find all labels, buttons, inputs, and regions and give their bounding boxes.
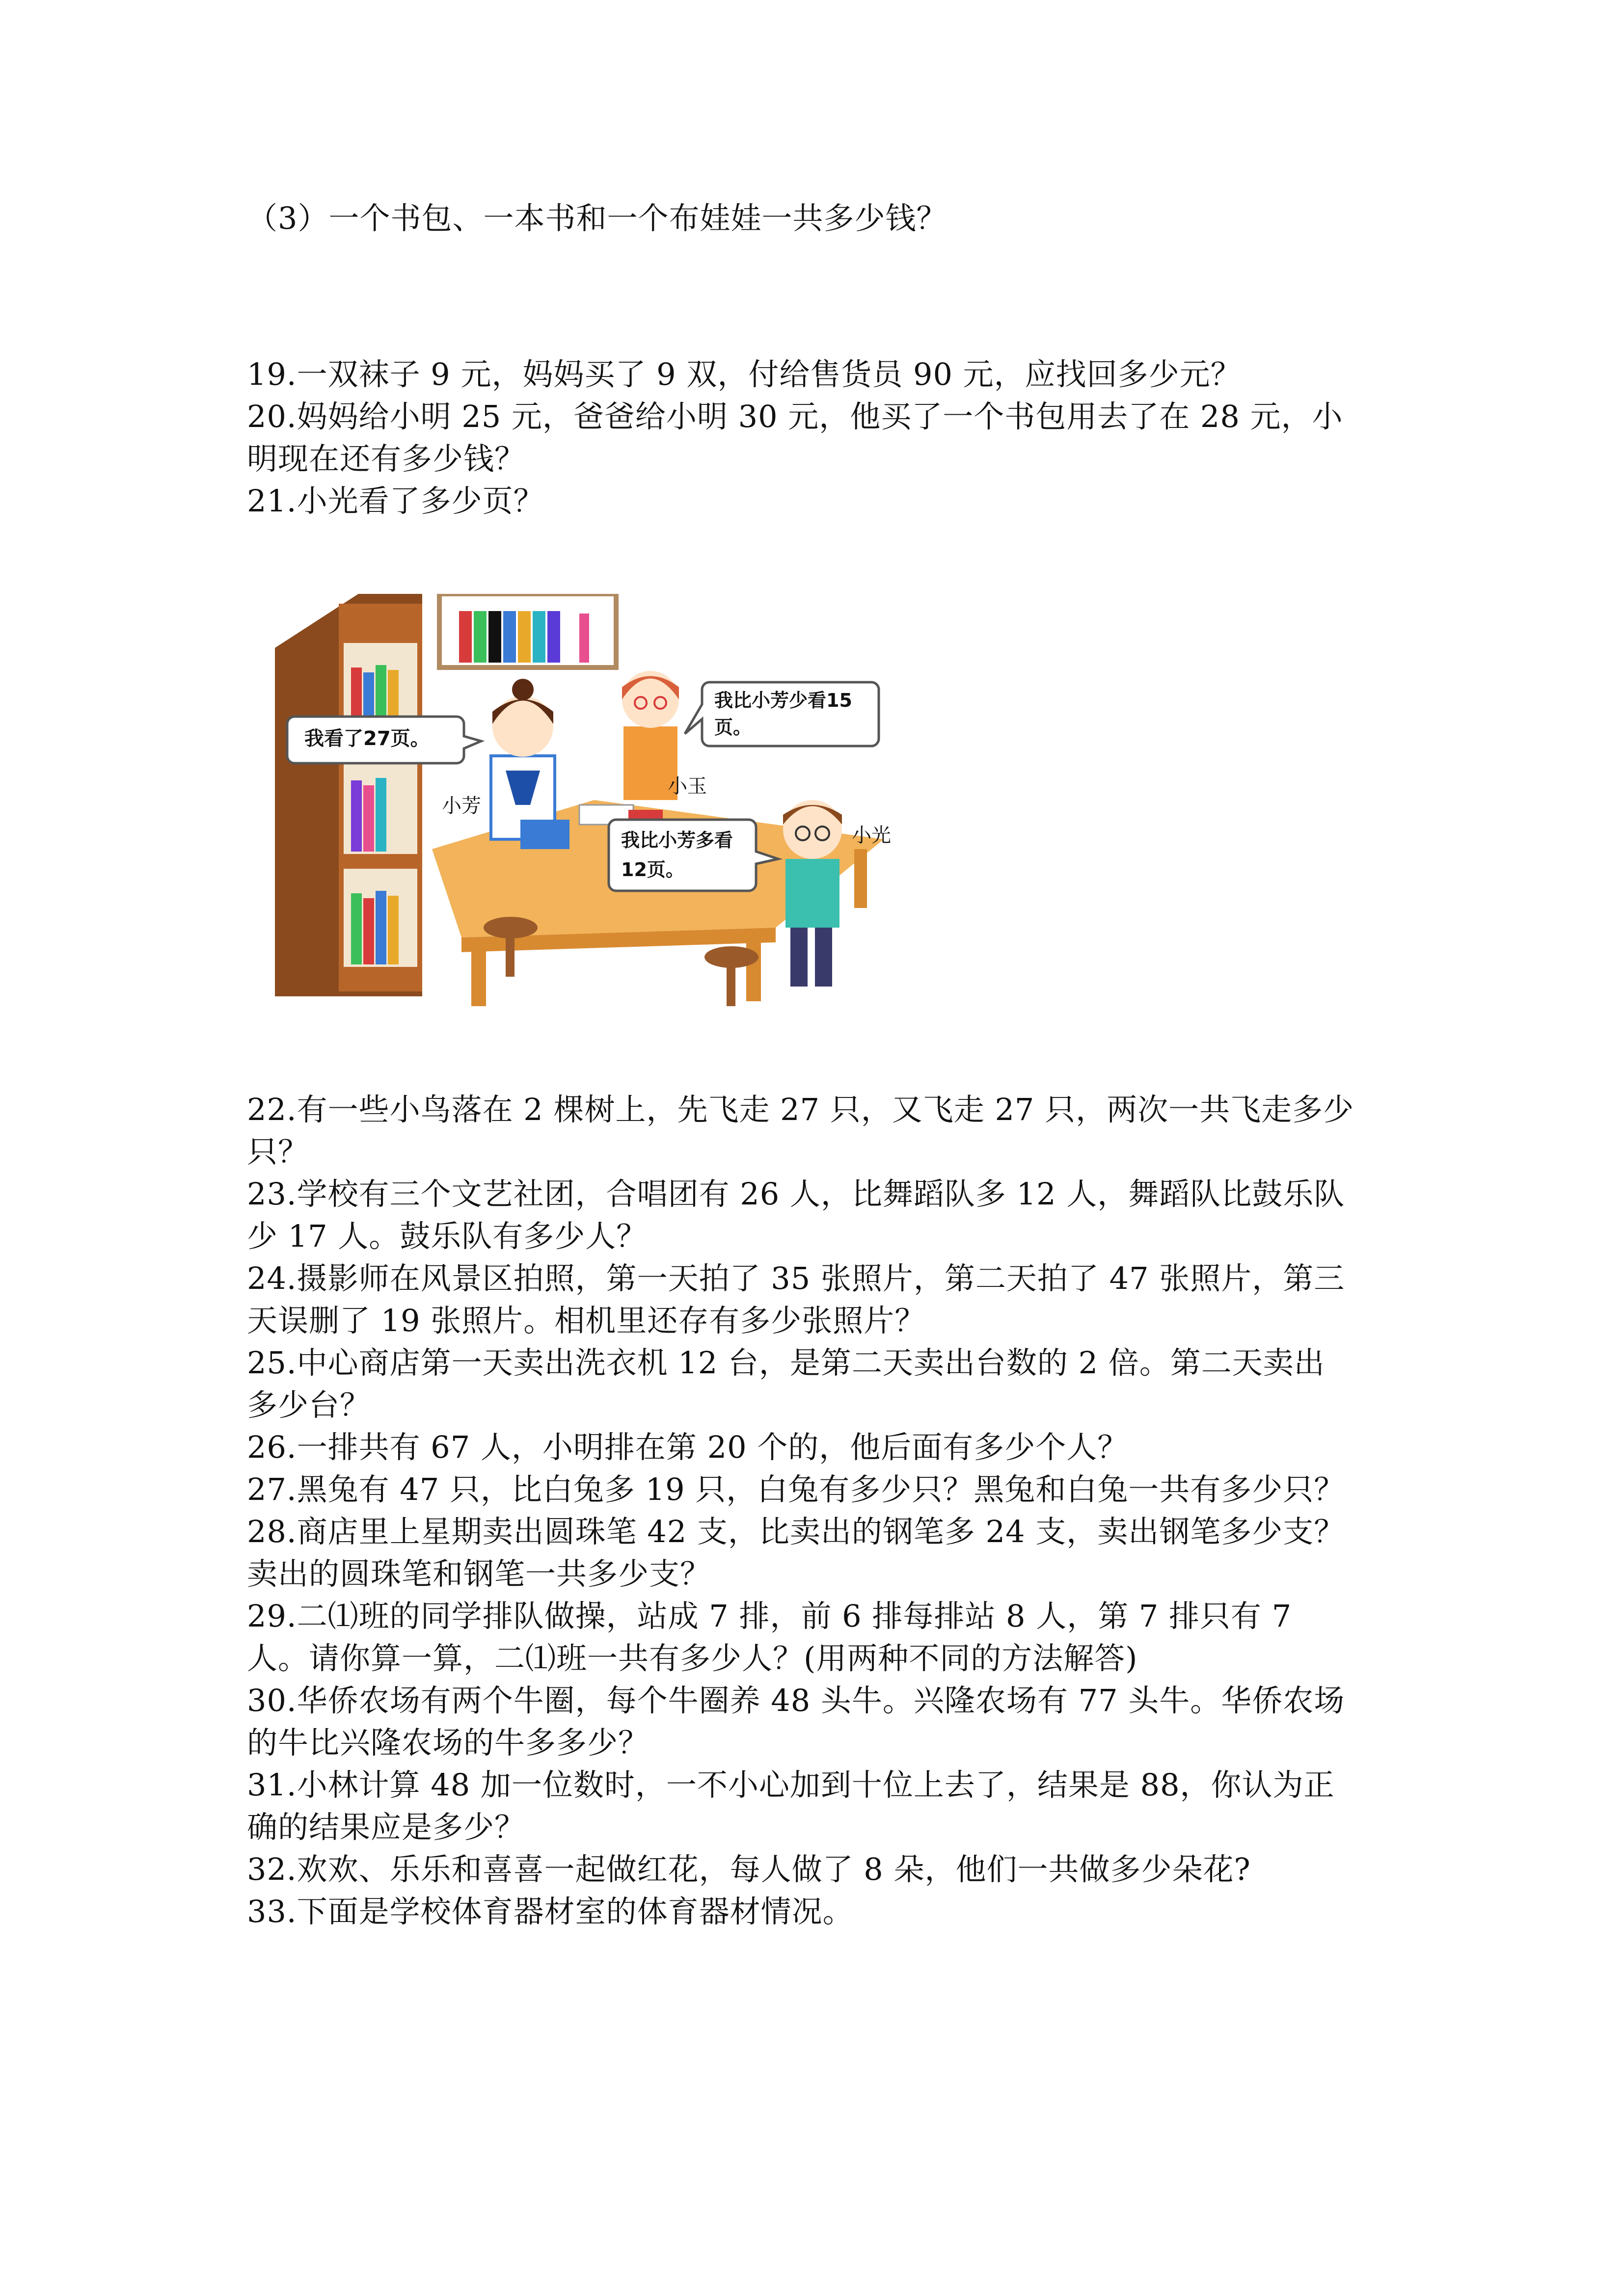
question-29-line-2: 人。请你算一算，二⑴班一共有多少人？(用两种不同的方法解答) — [247, 1640, 1138, 1676]
question-23-line-1: 23.学校有三个文艺社团，合唱团有 26 人，比舞蹈队多 12 人，舞蹈队比鼓乐队 — [247, 1176, 1345, 1212]
girl-xiaofang — [491, 679, 569, 849]
question-29-line-1: 29.二⑴班的同学排队做操，站成 7 排，前 6 排每排站 8 人，第 7 排只有 7 — [247, 1598, 1292, 1634]
question-24-line-1: 24.摄影师在风景区拍照，第一天拍了 35 张照片，第二天拍了 47 张照片，第三 — [247, 1260, 1345, 1296]
label-xiaoguang: 小光 — [852, 824, 891, 847]
question-24-line-2: 天误删了 19 张照片。相机里还存有多少张照片？ — [247, 1303, 926, 1338]
question-23-line-2: 少 17 人。鼓乐队有多少人？ — [247, 1218, 648, 1254]
boy-xiaoguang — [783, 800, 842, 987]
bubble-xiaoguang-text-1: 我比小芳多看 — [621, 829, 733, 851]
question-22-line-2: 只？ — [247, 1134, 309, 1170]
question-31-line-1: 31.小林计算 48 加一位数时，一不小心加到十位上去了，结果是 88，你认为正 — [247, 1767, 1335, 1803]
question-28-line-2: 卖出的圆珠笔和钢笔一共多少支？ — [247, 1556, 711, 1592]
question-31-line-2: 确的结果应是多少？ — [247, 1809, 526, 1845]
question-19: 19.一双袜子 9 元，妈妈买了 9 双，付给售货员 90 元，应找回多少元？ — [247, 356, 1242, 392]
question-22-line-1: 22.有一些小鸟落在 2 棵树上，先飞走 27 只，又飞走 27 只，两次一共飞走多少 — [247, 1092, 1354, 1127]
question-30-line-2: 的牛比兴隆农场的牛多多少？ — [247, 1725, 650, 1761]
question-28-line-1: 28.商店里上星期卖出圆珠笔 42 支，比卖出的钢笔多 24 支，卖出钢笔多少支？ — [247, 1514, 1345, 1549]
bubble-xiaofang — [287, 717, 481, 763]
question-26: 26.一排共有 67 人，小明排在第 20 个的，他后面有多少个人？ — [247, 1429, 1129, 1465]
question-21: 21.小光看了多少页？ — [247, 483, 544, 519]
question-25-line-2: 多少台？ — [247, 1387, 371, 1423]
bubble-xiaoyu — [685, 682, 879, 746]
bookshelf — [275, 594, 422, 996]
question-25-line-1: 25.中心商店第一天卖出洗衣机 12 台，是第二天卖出台数的 2 倍。第二天卖出 — [247, 1345, 1325, 1381]
bubble-xiaoguang — [609, 820, 778, 891]
question-20-line-1: 20.妈妈给小明 25 元，爸爸给小明 30 元，他买了一个书包用去了在 28 元，小 — [247, 399, 1343, 434]
question-33: 33.下面是学校体育器材室的体育器材情况。 — [247, 1894, 854, 1929]
question-18-part-3: （3）一个书包、一本书和一个布娃娃一共多少钱？ — [247, 200, 947, 236]
reading-illustration — [275, 594, 913, 1011]
question-30-line-1: 30.华侨农场有两个牛圈，每个牛圈养 48 头牛。兴隆农场有 77 头牛。华侨农场 — [247, 1682, 1345, 1718]
bubble-xiaoyu-text-2: 页。 — [714, 717, 752, 738]
question-20-line-2: 明现在还有多少钱？ — [247, 441, 526, 477]
bubble-xiaofang-text: 我看了27页。 — [304, 727, 430, 750]
label-xiaoyu: 小玉 — [668, 775, 707, 798]
bubble-xiaoguang-text-2: 12页。 — [621, 859, 684, 881]
question-27: 27.黑兔有 47 只，比白兔多 19 只，白兔有多少只？黑兔和白兔一共有多少只？ — [247, 1471, 1345, 1507]
bubble-xiaoyu-text-1: 我比小芳少看15 — [714, 690, 852, 711]
wall-shelf — [439, 594, 616, 667]
label-xiaofang: 小芳 — [442, 795, 481, 817]
question-32: 32.欢欢、乐乐和喜喜一起做红花，每人做了 8 朵，他们一共做多少朵花? — [247, 1851, 1251, 1887]
